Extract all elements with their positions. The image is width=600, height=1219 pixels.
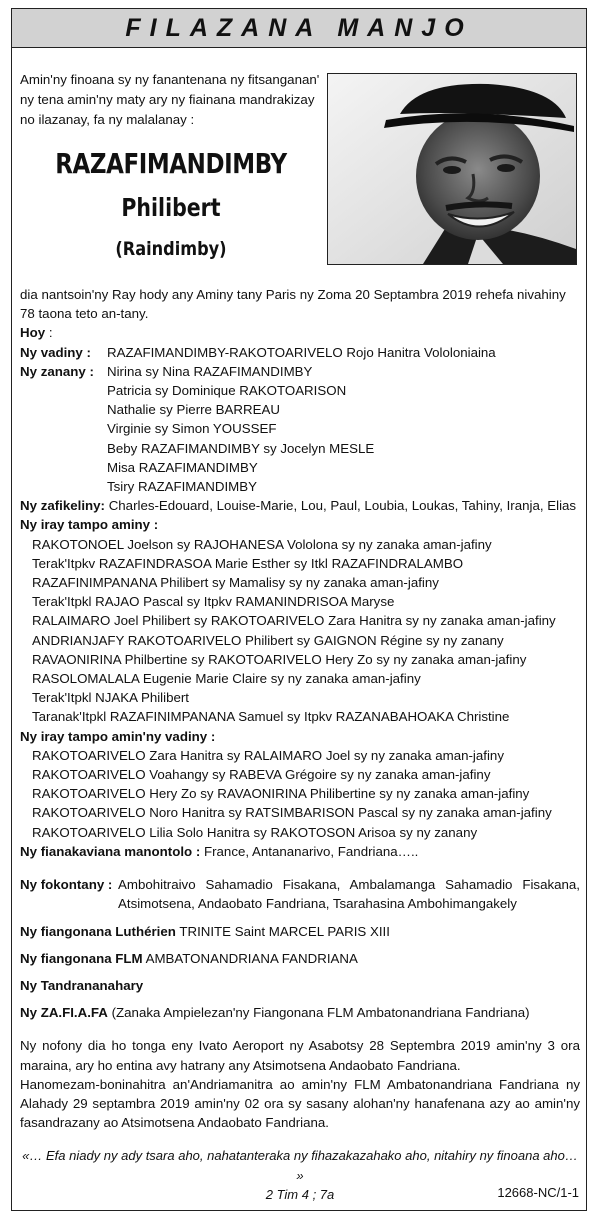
deceased-alias: (Raindimby) xyxy=(115,238,227,260)
fokontany-value: Ambohitraivo Sahamadio Fisakana, Ambalamanga Sahamadio Fisakana, Atsimotsena, Andaobato Fandriana, Tsarahasina Ambohimangakely xyxy=(118,877,580,912)
fokontany-label: Ny fokontany : xyxy=(20,877,113,893)
notice-body xyxy=(20,285,580,1204)
siblings-item: ANDRIANJAFY RAKOTOARIVELO Philibert sy GAIGNON Régine sy ny zanany xyxy=(32,632,504,648)
siblings-item: Terak'Itpkl NJAKA Philibert xyxy=(32,690,189,706)
portrait-photo xyxy=(327,73,577,265)
spouse-siblings-item: RAKOTOARIVELO Lilia Solo Hanitra sy RAKOTOSON Arisoa sy ny zanany xyxy=(32,824,478,840)
flm-church-value: AMBATONANDRIANA FANDRIANA xyxy=(142,950,358,966)
siblings-item: RAKOTONOEL Joelson sy RAJOHANESA Vololona sy ny zanaka aman-jafiny xyxy=(32,536,492,552)
spouse-value: RAZAFIMANDIMBY-RAKOTOARIVELO Rojo Hanitra Vololoniaina xyxy=(107,344,496,360)
spouse-siblings-item: RAKOTOARIVELO Noro Hanitra sy RATSIMBARISON Pascal sy ny zanaka aman-jafiny xyxy=(32,805,552,821)
header-banner xyxy=(12,9,586,48)
siblings-item: RAZAFINIMPANANA Philibert sy Mamalisy sy ny zanaka aman-jafiny xyxy=(32,575,439,591)
notice-frame xyxy=(11,8,587,1211)
grandchildren-label: Ny zafikeliny: xyxy=(20,498,105,514)
children-item: Patricia sy Dominique RAKOTOARISON xyxy=(107,383,347,399)
siblings-item: Terak'Itpkl RAJAO Pascal sy Itpkv RAMANINDRISOA Maryse xyxy=(32,594,395,610)
spouse-siblings-item: RAKOTOARIVELO Voahangy sy RABEVA Grégoire sy ny zanaka aman-jafiny xyxy=(32,767,491,783)
burial-text: Hanomezam-boninahitra an'Andriamanitra ao amin'ny FLM Ambatonandriana Fandriana ny Alahady 29 septambra 2019 amin'ny 02 ora sy sasany alohan'ny hanafenana azy ao amin'ny fasandrazany ao Atsimotsena Andaobato Fandriana. xyxy=(20,1076,580,1131)
intro-text: Amin'ny finoana sy ny fanantenana ny fitsanganan' ny tena amin'ny maty ary ny fiainana mandrakizay no ilazanay, fa ny malalanay : xyxy=(20,72,320,127)
family-value: France, Antananarivo, Fandriana….. xyxy=(200,843,419,859)
spouse-label: Ny vadiny : xyxy=(20,344,91,360)
children-item: Misa RAZAFIMANDIMBY xyxy=(107,459,258,475)
children-item: Tsiry RAZAFIMANDIMBY xyxy=(107,479,257,495)
family-label: Ny fianakaviana manontolo : xyxy=(20,843,201,859)
lutheran-church-row xyxy=(20,922,580,941)
family-row xyxy=(20,842,580,861)
hoy-label: Hoy xyxy=(20,325,46,341)
siblings-item: RASOLOMALALA Eugenie Marie Claire sy ny zanaka aman-jafiny xyxy=(32,671,421,687)
spouse-siblings-item: RAKOTOARIVELO Zara Hanitra sy RALAIMARO Joel sy ny zanaka aman-jafiny xyxy=(32,747,504,763)
zafiafa-row xyxy=(20,1003,580,1022)
fokontany-row xyxy=(20,875,580,913)
siblings-item: RALAIMARO Joel Philibert sy RAKOTOARIVELO Zara Hanitra sy ny zanaka aman-jafiny xyxy=(32,613,556,629)
children-label: Ny zanany : xyxy=(20,363,94,379)
siblings-label: Ny iray tampo aminy : xyxy=(20,517,159,533)
children-row xyxy=(20,362,580,381)
scripture-reference: 2 Tim 4 ; 7a xyxy=(265,1186,335,1202)
spouse-siblings-label: Ny iray tampo amin'ny vadiny : xyxy=(20,728,216,744)
scripture-quote: «… Efa niady ny ady tsara aho, nahatanteraka ny fihazakazahako aho, nitahiry ny finoana aho… » xyxy=(22,1148,578,1183)
zafiafa-value: (Zanaka Ampielezan'ny Fiangonana FLM Ambatonandriana Fandriana) xyxy=(107,1005,530,1021)
lutheran-church-value: TRINITE Saint MARCEL PARIS XIII xyxy=(175,923,390,939)
spouse-siblings-item: RAKOTOARIVELO Hery Zo sy RAVAONIRINA Philibertine sy ny zanaka aman-jafiny xyxy=(32,786,530,802)
arrival-text: Ny nofony dia ho tonga eny Ivato Aeroport ny Asabotsy 28 Septembra 2019 amin'ny 3 ora maraina, ary ho entina avy hatrany any Atsimotsena Andaobato Fandriana. xyxy=(20,1038,580,1073)
reference-code: 12668-NC/1-1 xyxy=(497,1185,579,1200)
spouse-row xyxy=(20,343,580,362)
lutheran-church-label: Ny fiangonana Luthérien xyxy=(20,923,176,939)
siblings-item: Terak'Itpkv RAZAFINDRASOA Marie Esther sy Itkl RAZAFINDRALAMBO xyxy=(32,555,464,571)
death-notice-text: dia nantsoin'ny Ray hody any Aminy tany Paris ny Zoma 20 Septambra 2019 rehefa nivahiny 78 taona teto an-tany. xyxy=(20,287,566,322)
hoy-line xyxy=(20,323,580,342)
grandchildren-row xyxy=(20,496,580,515)
children-item: Nathalie sy Pierre BARREAU xyxy=(107,402,280,418)
children-item: Nirina sy Nina RAZAFIMANDIMBY xyxy=(107,363,313,379)
children-item: Virginie sy Simon YOUSSEF xyxy=(107,421,277,437)
children-item: Beby RAZAFIMANDIMBY sy Jocelyn MESLE xyxy=(107,440,375,456)
siblings-item: Taranak'Itpkl RAZAFINIMPANANA Samuel sy Itpkv RAZANABAHOAKA Christine xyxy=(32,709,510,725)
flm-church-label: Ny fiangonana FLM xyxy=(20,950,143,966)
flm-church-row xyxy=(20,949,580,968)
hoy-suffix: : xyxy=(45,325,53,341)
tandrananahary-label: Ny Tandrananahary xyxy=(20,977,144,993)
zafiafa-label: Ny ZA.FI.A.FA xyxy=(20,1005,108,1021)
grandchildren-value: Charles-Edouard, Louise-Marie, Lou, Paul, Loubia, Loukas, Tahiny, Iranja, Elias xyxy=(108,498,577,514)
siblings-item: RAVAONIRINA Philbertine sy RAKOTOARIVELO Hery Zo sy ny zanaka aman-jafiny xyxy=(32,651,527,667)
deceased-given-name: Philibert xyxy=(121,193,221,222)
deceased-surname: RAZAFIMANDIMBY xyxy=(55,147,287,180)
header-title: FILAZANA MANJO xyxy=(125,13,473,42)
